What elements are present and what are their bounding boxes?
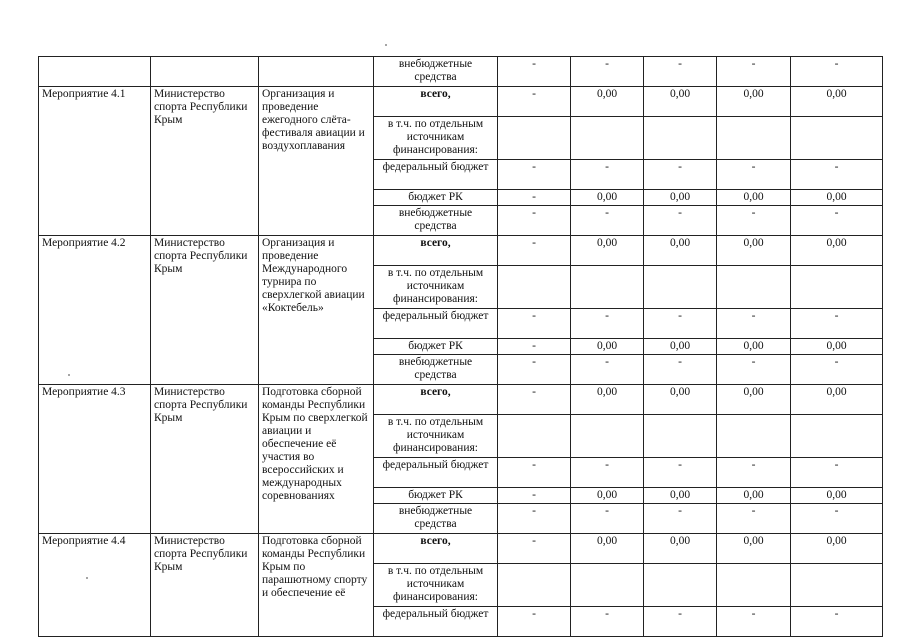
table-row (39, 57, 883, 87)
value-cell: - (717, 458, 791, 488)
value-cell: 0,00 (791, 385, 883, 415)
value-cell: 0,00 (791, 236, 883, 266)
value-cell: - (644, 57, 717, 87)
activity-name-cell: Подготовка сборной команды Республики Крым по парашютному спорту и обеспечение её (259, 534, 374, 637)
value-cell: - (791, 206, 883, 236)
activity-code: Мероприятие 4.4 (39, 534, 151, 637)
value-cell (791, 266, 883, 309)
value-cell: - (498, 385, 571, 415)
value-cell: - (717, 607, 791, 637)
value-cell: - (498, 87, 571, 117)
value-cell: - (644, 607, 717, 637)
funding-source-cell: всего, (374, 385, 498, 415)
table-body (39, 57, 883, 637)
value-cell: - (498, 458, 571, 488)
executor-cell (151, 57, 259, 87)
value-cell (571, 564, 644, 607)
funding-source-cell: в т.ч. по отдельным источникам финансирования: (374, 266, 498, 309)
value-cell (717, 117, 791, 160)
table-row (39, 534, 883, 564)
value-cell: 0,00 (717, 385, 791, 415)
funding-source-cell: в т.ч. по отдельным источникам финансирования: (374, 117, 498, 160)
table-row (39, 87, 883, 117)
funding-source-cell: внебюджетные средства (374, 355, 498, 385)
value-cell (644, 564, 717, 607)
funding-source-cell: федеральный бюджет (374, 458, 498, 488)
table-row (39, 236, 883, 266)
value-cell: - (791, 57, 883, 87)
value-cell: - (717, 160, 791, 190)
value-cell: 0,00 (791, 534, 883, 564)
value-cell (717, 564, 791, 607)
value-cell: - (717, 504, 791, 534)
activity-name-cell: Организация и проведение Международного турнира по сверхлегкой авиации «Коктебель» (259, 236, 374, 385)
executor-cell: Министерство спорта Республики Крым (151, 385, 259, 534)
value-cell: 0,00 (571, 385, 644, 415)
value-cell: - (571, 504, 644, 534)
value-cell: - (791, 504, 883, 534)
executor-cell: Министерство спорта Республики Крым (151, 534, 259, 637)
value-cell: - (498, 206, 571, 236)
funding-source-cell: бюджет РК (374, 339, 498, 355)
value-cell (571, 117, 644, 160)
funding-source-cell: бюджет РК (374, 488, 498, 504)
executor-cell: Министерство спорта Республики Крым (151, 87, 259, 236)
scan-speck (86, 577, 88, 579)
value-cell (644, 117, 717, 160)
value-cell: - (498, 236, 571, 266)
value-cell (571, 415, 644, 458)
funding-source-cell: федеральный бюджет (374, 607, 498, 637)
scan-speck (68, 374, 70, 376)
value-cell: - (498, 339, 571, 355)
executor-cell: Министерство спорта Республики Крым (151, 236, 259, 385)
value-cell: - (644, 355, 717, 385)
value-cell: - (644, 504, 717, 534)
value-cell: - (717, 355, 791, 385)
value-cell: - (791, 160, 883, 190)
value-cell: - (644, 206, 717, 236)
activity-code: Мероприятие 4.3 (39, 385, 151, 534)
value-cell: 0,00 (717, 87, 791, 117)
funding-source-cell: всего, (374, 534, 498, 564)
value-cell: - (791, 607, 883, 637)
value-cell: - (717, 57, 791, 87)
value-cell: - (644, 458, 717, 488)
value-cell: 0,00 (791, 339, 883, 355)
code-cell (39, 57, 151, 87)
activity-name-cell (259, 57, 374, 87)
value-cell: - (571, 355, 644, 385)
value-cell: 0,00 (644, 339, 717, 355)
funding-source-cell: бюджет РК (374, 190, 498, 206)
value-cell: - (644, 309, 717, 339)
value-cell: - (498, 160, 571, 190)
value-cell: 0,00 (571, 339, 644, 355)
value-cell: - (791, 458, 883, 488)
value-cell: 0,00 (644, 190, 717, 206)
activity-name-cell: Подготовка сборной команды Республики Крым по сверхлегкой авиации и обеспечение её участия во всероссийских и международных соревнованиях (259, 385, 374, 534)
value-cell (498, 415, 571, 458)
activity-code: Мероприятие 4.1 (39, 87, 151, 236)
value-cell: 0,00 (717, 339, 791, 355)
table-row (39, 385, 883, 415)
value-cell (644, 415, 717, 458)
value-cell: - (498, 190, 571, 206)
value-cell: 0,00 (791, 87, 883, 117)
value-cell: - (571, 160, 644, 190)
value-cell: - (571, 607, 644, 637)
value-cell: 0,00 (791, 488, 883, 504)
value-cell: 0,00 (644, 488, 717, 504)
value-cell: - (571, 458, 644, 488)
value-cell: 0,00 (571, 190, 644, 206)
value-cell: - (644, 160, 717, 190)
funding-source-cell: внебюджетные средства (374, 504, 498, 534)
value-cell: - (717, 309, 791, 339)
value-cell: 0,00 (644, 534, 717, 564)
funding-source-cell: в т.ч. по отдельным источникам финансирования: (374, 415, 498, 458)
value-cell: - (498, 607, 571, 637)
value-cell: - (717, 206, 791, 236)
value-cell: 0,00 (791, 190, 883, 206)
activity-name-cell: Организация и проведение ежегодного слёта-фестиваля авиации и воздухоплавания (259, 87, 374, 236)
value-cell: - (571, 57, 644, 87)
value-cell: 0,00 (717, 190, 791, 206)
value-cell: 0,00 (717, 488, 791, 504)
value-cell: - (791, 355, 883, 385)
value-cell: 0,00 (571, 488, 644, 504)
funding-source-cell: внебюджетные средства (374, 206, 498, 236)
value-cell: 0,00 (717, 236, 791, 266)
value-cell (498, 117, 571, 160)
funding-source-cell: федеральный бюджет (374, 160, 498, 190)
scan-speck (385, 44, 387, 46)
budget-table (38, 56, 883, 637)
value-cell (791, 117, 883, 160)
value-cell (717, 415, 791, 458)
funding-source-cell: всего, (374, 236, 498, 266)
value-cell: - (571, 206, 644, 236)
value-cell: 0,00 (644, 236, 717, 266)
funding-source-cell: в т.ч. по отдельным источникам финансирования: (374, 564, 498, 607)
value-cell: - (498, 57, 571, 87)
activity-code: Мероприятие 4.2 (39, 236, 151, 385)
value-cell: - (498, 534, 571, 564)
value-cell (791, 415, 883, 458)
value-cell: 0,00 (644, 385, 717, 415)
value-cell: 0,00 (644, 87, 717, 117)
value-cell: - (498, 488, 571, 504)
value-cell (791, 564, 883, 607)
value-cell: - (498, 355, 571, 385)
value-cell (498, 266, 571, 309)
value-cell: - (498, 504, 571, 534)
funding-source-cell: федеральный бюджет (374, 309, 498, 339)
value-cell (644, 266, 717, 309)
value-cell: 0,00 (571, 87, 644, 117)
value-cell: 0,00 (571, 236, 644, 266)
value-cell: 0,00 (717, 534, 791, 564)
value-cell (571, 266, 644, 309)
value-cell: - (498, 309, 571, 339)
funding-source-cell: всего, (374, 87, 498, 117)
funding-source-cell: внебюджетные средства (374, 57, 498, 87)
value-cell (717, 266, 791, 309)
value-cell: 0,00 (571, 534, 644, 564)
value-cell: - (571, 309, 644, 339)
value-cell: - (791, 309, 883, 339)
value-cell (498, 564, 571, 607)
